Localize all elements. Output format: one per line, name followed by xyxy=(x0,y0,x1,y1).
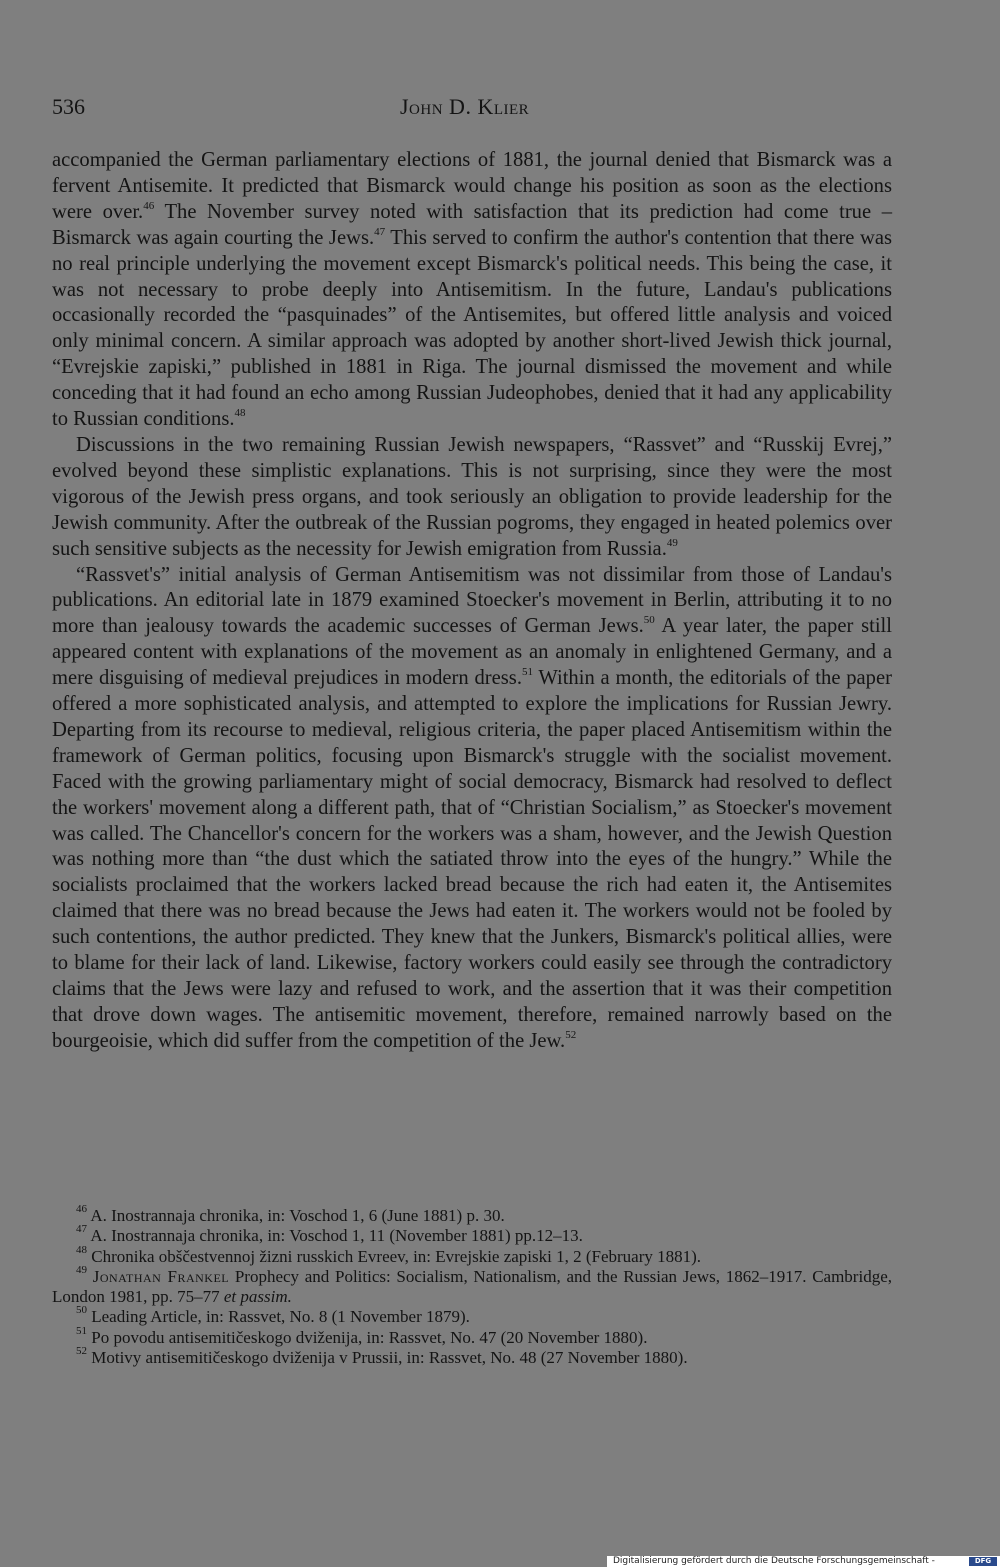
footnote-number: 52 xyxy=(76,1345,87,1358)
paragraph xyxy=(52,563,892,1055)
body-text xyxy=(52,148,892,1055)
text-run: This served to confirm the author's contention that there was no real principle underlying the movement except Bismarck's political needs. This being the case, it was not necessary to probe deeply into Antisemitism. In the future, Landau's publications occasionally recorded the “pasquinades” of the Antisemites, but offered little analysis and voiced only minimal concern. A similar approach was adopted by another short-lived Jewish thick journal, “Evrejskie zapiski,” published in 1881 in Riga. The journal dismissed the movement and while conceding that it had found an echo among Russian Judeophobes, denied that it had any applicability to Russian conditions. xyxy=(52,226,892,431)
paragraph xyxy=(52,433,892,563)
footnote-text: Prophecy and Politics: Socialism, Nationalism, and the Russian Jews, 1862–1917. Cambridge, London 1981, pp. 75–77 xyxy=(52,1266,892,1307)
footnote-ref: 52 xyxy=(565,1028,577,1041)
footnote xyxy=(52,1304,892,1327)
footnote xyxy=(52,1243,892,1267)
running-head xyxy=(52,94,892,124)
footnote-ref: 50 xyxy=(643,614,655,627)
footnote xyxy=(52,1263,892,1308)
footnote-text: Po povodu antisemitičeskogo dviženija, in: Rassvet, No. 47 (20 November 1880). xyxy=(91,1327,648,1347)
footnote xyxy=(52,1223,892,1246)
footnote-ref: 47 xyxy=(374,225,386,238)
footnote-ref: 46 xyxy=(143,199,155,212)
footnote xyxy=(52,1203,892,1226)
footnote-ref: 49 xyxy=(666,536,678,549)
text-run: Discussions in the two remaining Russian Jewish newspapers, “Rassvet” and “Russkij Evrej,” evolved beyond these simplistic explanations. This is not surprising, since they were the most vigorous of the Jewish press organs, and took seriously an obligation to provide leadership for the Jewish community. After the outbreak of the Russian pogroms, they engaged in heated polemics over such sensitive subjects as the necessity for Jewish emigration from Russia. xyxy=(52,433,892,560)
footnote-text: Chronika obščestvennoj žizni russkich Evreev, in: Evrejskie zapiski 1, 2 (February 1881). xyxy=(91,1246,702,1266)
footnote-italic: et passim. xyxy=(223,1287,292,1307)
footnotes xyxy=(52,1203,892,1368)
funding-text: Digitalisierung gefördert durch die Deutsche Forschungsgemeinschaft - xyxy=(613,1556,935,1566)
footnote-ref: 48 xyxy=(234,407,246,420)
footnote xyxy=(52,1324,892,1348)
running-head-author: John D. Klier xyxy=(400,94,530,119)
footnote-ref: 51 xyxy=(521,666,533,679)
text-run: “Rassvet's” initial analysis of German Antisemitism was not dissimilar from those of Landau's publications. An editorial late in 1879 examined Stoecker's movement in Berlin, attributing it to no more than jealousy towards the academic successes of German Jews. xyxy=(52,563,892,638)
text-run: The November survey noted with satisfaction that its prediction had come true – Bismarck was again courting the Jews. xyxy=(52,200,893,249)
text-run: Within a month, the editorials of the paper offered a more sophisticated analysis, and attempted to explore the implications for Russian Jewry. Departing from its recourse to medieval, religious criteria, the paper placed Antisemitism within the framework of German politics, focusing upon Bismarck's struggle with the socialist movement. Faced with the growing parliamentary might of social democracy, Bismarck had resolved to deflect the workers' movement along a different path, that of “Christian Socialism,” as Stoecker's movement was called. The Chancellor's concern for the workers was a sham, however, and the Jewish Question was nothing more than “the dust which the satiated throw into the eyes of the hungry.” While the socialists proclaimed that the workers lacked bread because the rich had eaten it, the Antisemites claimed that there was no bread because the Jews had eaten it. The workers would not be fooled by such contentions, the author predicted. They knew that the Junkers, Bismarck's political allies, were to blame for their lack of land. Likewise, factory workers could easily see through the contradictory claims that the Jews were lazy and refused to work, and the assertion that it was their competition that drove down wages. The antisemitic movement, therefore, remained narrowly based on the bourgeoisie, which did suffer from the competition of the Jew. xyxy=(52,667,892,1052)
text-run: A year later, the paper still appeared content with explanations of the movement as an anomaly in enlightened Germany, and a mere disguising of medieval prejudices in modern dress. xyxy=(52,615,893,690)
footnote-number: 47 xyxy=(76,1223,87,1236)
footnote-number: 48 xyxy=(76,1243,87,1256)
footnote-number: 46 xyxy=(76,1203,87,1215)
footnote-number: 49 xyxy=(76,1263,87,1276)
footnote xyxy=(52,1345,892,1368)
footnote-author: Jonathan Frankel xyxy=(92,1266,230,1286)
footnote-text: Leading Article, in: Rassvet, No. 8 (1 November 1879). xyxy=(91,1307,470,1327)
page-number: 536 xyxy=(52,94,85,119)
footnote-text: A. Inostrannaja chronika, in: Voschod 1, 6 (June 1881) p. 30. xyxy=(90,1206,505,1225)
footnote-text: A. Inostrannaja chronika, in: Voschod 1, 11 (November 1881) pp.12–13. xyxy=(90,1226,583,1246)
text-run: accompanied the German parliamentary elections of 1881, the journal denied that Bismarck was a fervent Antisemite. It predicted that Bismarck would change his position as soon as the elections were over. xyxy=(52,149,892,223)
dfg-logo: DFG xyxy=(969,1557,997,1566)
footnote-number: 50 xyxy=(76,1304,87,1317)
footnote-text: Motivy antisemitičeskogo dviženija v Prussii, in: Rassvet, No. 48 (27 November 1880). xyxy=(91,1348,688,1368)
footnote-number: 51 xyxy=(76,1324,87,1337)
paragraph xyxy=(52,148,892,433)
funding-banner xyxy=(607,1556,1000,1567)
